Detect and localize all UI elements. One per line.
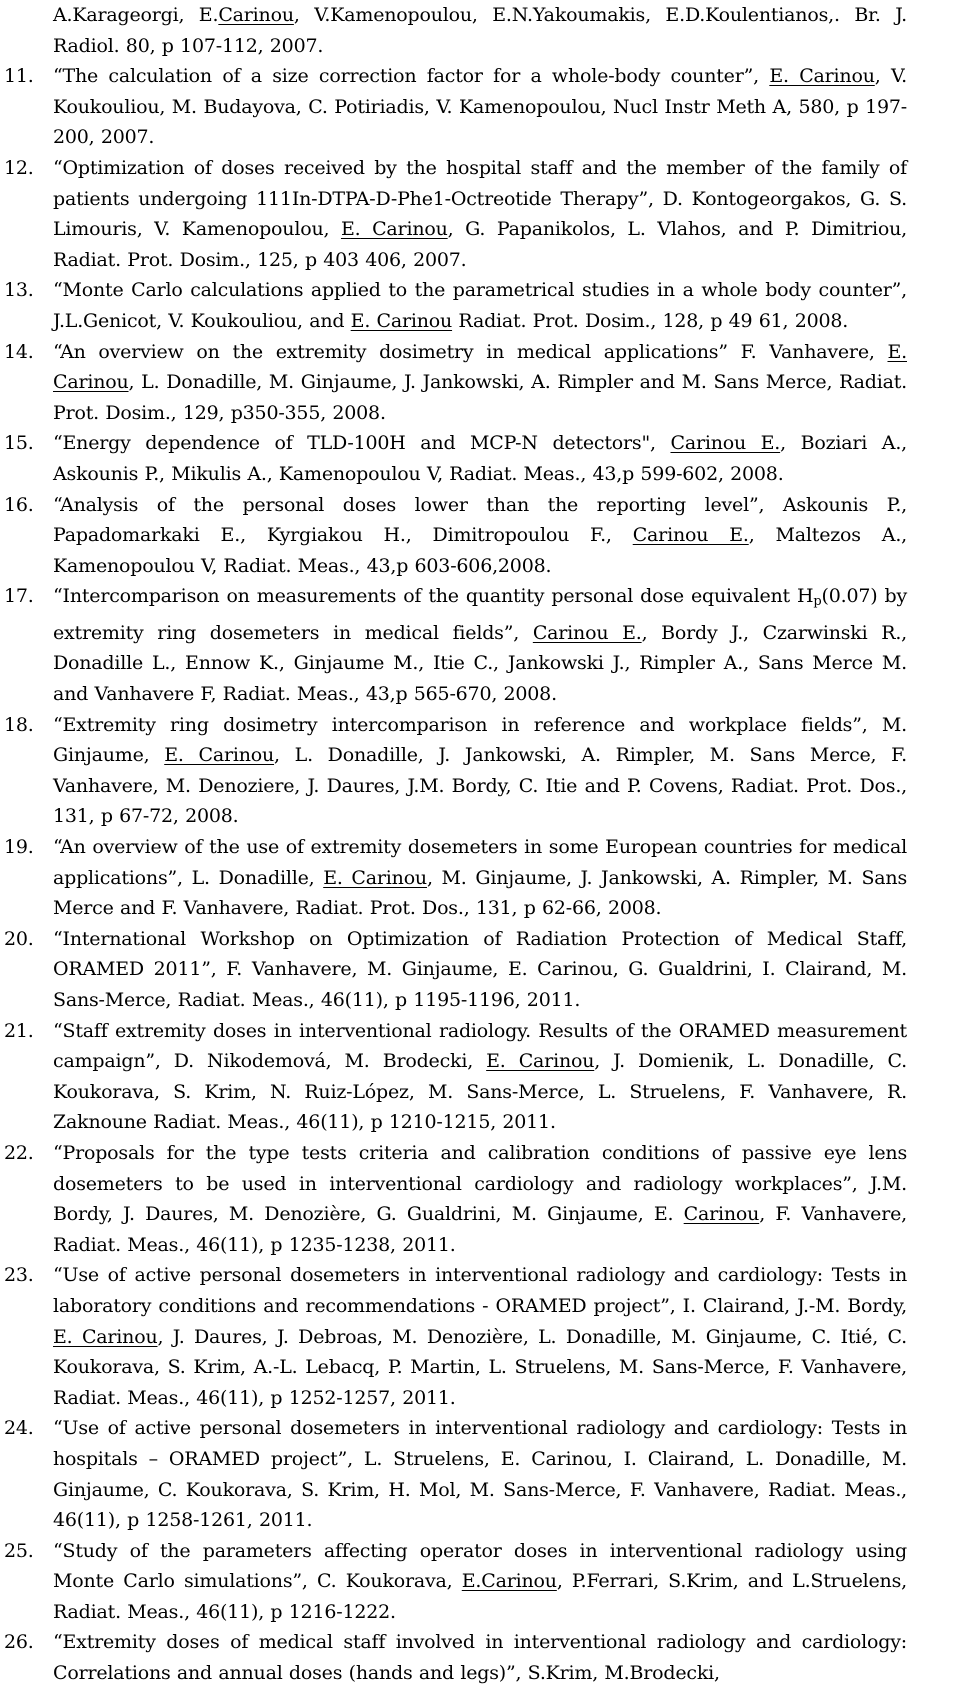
reference-text: , Boziari A., Askounis P., Mikulis A., Kamenopoulou V, Radiat. Meas., 43,p 599-602, 2008.	[53, 432, 908, 485]
reference-item	[0, 275, 907, 336]
reference-text: “Energy dependence of TLD-100H and MCP-N detectors",	[53, 432, 671, 455]
reference-number: 19.	[4, 836, 34, 859]
author-highlight: Carinou	[218, 4, 294, 26]
reference-item	[0, 832, 907, 924]
reference-item	[0, 153, 907, 275]
reference-number: 16.	[4, 493, 34, 516]
reference-text: , P.Ferrari, S.Krim, and L.Struelens, Radiat. Meas., 46(11), p 1216-1222.	[53, 1570, 907, 1623]
author-highlight: Carinou E.	[670, 432, 781, 455]
author-highlight: Carinou E.	[532, 621, 642, 644]
author-highlight: Carinou	[683, 1203, 760, 1226]
reference-number: 13.	[4, 279, 34, 302]
reference-text: , M. Ginjaume, J. Jankowski, A. Rimpler, M. Sans Merce and F. Vanhavere, Radiat. Prot. Dos., 131, p 62-66, 2008.	[53, 866, 907, 920]
reference-text: , L. Donadille, M. Ginjaume, J. Jankowski, A. Rimpler and M. Sans Merce, Radiat. Prot. Dosim., 129, p350-355, 2008.	[53, 371, 907, 424]
subscript: p	[813, 594, 822, 610]
reference-text: A.Karageorgi, E.	[53, 4, 219, 26]
reference-text: “Study of the parameters affecting operator doses in interventional radiology using Monte Carlo simulations”, C. Koukorava,	[53, 1539, 907, 1593]
author-highlight: E. Carinou	[769, 65, 875, 88]
reference-text: “An overview on the extremity dosimetry in medical applications” F. Vanhavere,	[53, 340, 888, 363]
author-highlight: E. Carinou	[164, 744, 275, 767]
reference-item	[0, 0, 907, 61]
reference-text: “Staff extremity doses in interventional radiology. Results of the ORAMED measurement campaign”, D. Nikodemová, M. Brodecki,	[53, 1019, 907, 1073]
reference-item	[0, 337, 907, 429]
reference-text: “Optimization of doses received by the hospital staff and the member of the family of patients undergoing 111In-DTPA-D-Phe1-Octreotide Therapy”, D. Kontogeorgakos, G. S. Limouris, V. Kamenopoulou,	[53, 156, 907, 241]
reference-text: , J. Domienik, L. Donadille, C. Koukorava, S. Krim, N. Ruiz-López, M. Sans-Merce, L. Struelens, F. Vanhavere, R. Zaknoune Radiat. Meas., 46(11), p 1210-1215, 2011.	[53, 1050, 907, 1134]
reference-text: , V.Kamenopoulou, E.N.Yakoumakis, E.D.Koulentianos,. Br. J. Radiol. 80, p 107-112, 2007.	[53, 4, 907, 57]
reference-text: , L. Donadille, J. Jankowski, A. Rimpler, M. Sans Merce, F. Vanhavere, M. Denoziere, J. Daures, J.M. Bordy, C. Itie and P. Covens, Radiat. Prot. Dos., 131, p 67-72, 2008.	[53, 744, 907, 828]
reference-number: 26.	[4, 1631, 34, 1654]
reference-text: (0.07) by extremity ring dosemeters in medical fields”,	[53, 585, 907, 644]
reference-item	[0, 581, 907, 709]
reference-item	[0, 61, 907, 153]
author-highlight: E. Carinou	[53, 1325, 158, 1348]
reference-number: 23.	[4, 1264, 34, 1287]
reference-number: 14.	[4, 340, 34, 363]
reference-item	[0, 710, 907, 832]
author-highlight: E. Carinou	[323, 866, 427, 889]
reference-number: 22.	[4, 1141, 34, 1164]
reference-item	[0, 428, 907, 489]
reference-number: 25.	[4, 1539, 34, 1562]
reference-number: 15.	[4, 432, 34, 455]
reference-text: “Extremity ring dosimetry intercomparison in reference and workplace fields”, M. Ginjaume,	[53, 713, 907, 767]
reference-text: “Analysis of the personal doses lower than the reporting level”, Askounis P., Papadomarkaki E., Kyrgiakou H., Dimitropoulou F.,	[53, 493, 907, 547]
reference-item	[0, 1138, 907, 1260]
reference-item	[0, 490, 907, 582]
reference-text: “International Workshop on Optimization of Radiation Protection of Medical Staff, ORAMED 2011”, F. Vanhavere, M. Ginjaume, E. Carinou, G. Gualdrini, I. Clairand, M. Sans-Merce, Radiat. Meas., 46(11), p 1195-1196, 2011.	[53, 927, 907, 1011]
reference-text: “Extremity doses of medical staff involved in interventional radiology and cardiology: Correlations and annual doses (hands and legs)”, S.Krim, M.Brodecki,	[53, 1631, 907, 1685]
reference-text: , J. Daures, J. Debroas, M. Denozière, L. Donadille, M. Ginjaume, C. Itié, C. Koukorava, S. Krim, A.-L. Lebacq, P. Martin, L. Struelens, M. Sans-Merce, F. Vanhavere, Radiat. Meas., 46(11), p 1252-1257, 2011.	[53, 1325, 908, 1409]
reference-text: “Intercomparison on measurements of the quantity personal dose equivalent H	[53, 585, 814, 608]
reference-text: “Proposals for the type tests criteria and calibration conditions of passive eye lens dosemeters to be used in interventional cardiology and radiology workplaces”, J.M. Bordy, J. Daures, M. Denozière, G. Gualdrini, M. Ginjaume, E.	[53, 1141, 907, 1226]
reference-item	[0, 1413, 907, 1535]
author-highlight: E. Carinou	[350, 309, 453, 332]
reference-number: 24.	[4, 1417, 34, 1440]
reference-text: , G. Papanikolos, L. Vlahos, and P. Dimitriou, Radiat. Prot. Dosim., 125, p 403 406, 2007.	[53, 218, 907, 271]
reference-text: “An overview of the use of extremity dosemeters in some European countries for medical applications”, L. Donadille,	[53, 836, 907, 889]
reference-item	[0, 1016, 907, 1138]
reference-number: 17.	[4, 585, 34, 608]
reference-number: 11.	[4, 65, 34, 88]
reference-number: 21.	[4, 1019, 34, 1042]
author-highlight: E.Carinou	[461, 1570, 557, 1593]
reference-number: 20.	[4, 927, 34, 950]
reference-number: 12.	[4, 156, 34, 179]
reference-text: “Monte Carlo calculations applied to the parametrical studies in a whole body counter”, J.L.Genicot, V. Koukouliou, and	[53, 279, 907, 332]
reference-text: Radiat. Prot. Dosim., 128, p 49 61, 2008.	[452, 309, 849, 332]
reference-item	[0, 1536, 907, 1628]
reference-number: 18.	[4, 713, 34, 736]
author-highlight: E. Carinou	[53, 340, 907, 394]
reference-item	[0, 1260, 907, 1413]
reference-item	[0, 1627, 907, 1688]
reference-text: “Use of active personal dosemeters in interventional radiology and cardiology: Tests in laboratory conditions and recommendations - ORAMED project”, I. Clairand, J.-M. Bordy,	[53, 1264, 907, 1317]
reference-item	[0, 924, 907, 1016]
author-highlight: Carinou E.	[632, 524, 749, 547]
reference-text: , Bordy J., Czarwinski R., Donadille L., Ennow K., Ginjaume M., Itie C., Jankowski J., Rimpler A., Sans Merce M. and Vanhavere F, Radiat. Meas., 43,p 565-670, 2008.	[53, 621, 908, 706]
reference-text: , Maltezos A., Kamenopoulou V, Radiat. Meas., 43,p 603-606,2008.	[53, 524, 907, 577]
reference-text: “The calculation of a size correction factor for a whole-body counter”,	[53, 65, 770, 88]
author-highlight: E. Carinou	[340, 218, 448, 241]
author-highlight: E. Carinou	[486, 1050, 595, 1073]
reference-text: , F. Vanhavere, Radiat. Meas., 46(11), p 1235-1238, 2011.	[53, 1203, 907, 1256]
reference-text: , V. Koukouliou, M. Budayova, C. Potiriadis, V. Kamenopoulou, Nucl Instr Meth A, 580, p 197-200, 2007.	[53, 65, 907, 149]
reference-text: “Use of active personal dosemeters in interventional radiology and cardiology: Tests in hospitals – ORAMED project”, L. Struelens, E. Carinou, I. Clairand, L. Donadille, M. Ginjaume, C. Koukorava, S. Krim, H. Mol, M. Sans-Merce, F. Vanhavere, Radiat. Meas., 46(11), p 1258-1261, 2011.	[53, 1417, 907, 1532]
